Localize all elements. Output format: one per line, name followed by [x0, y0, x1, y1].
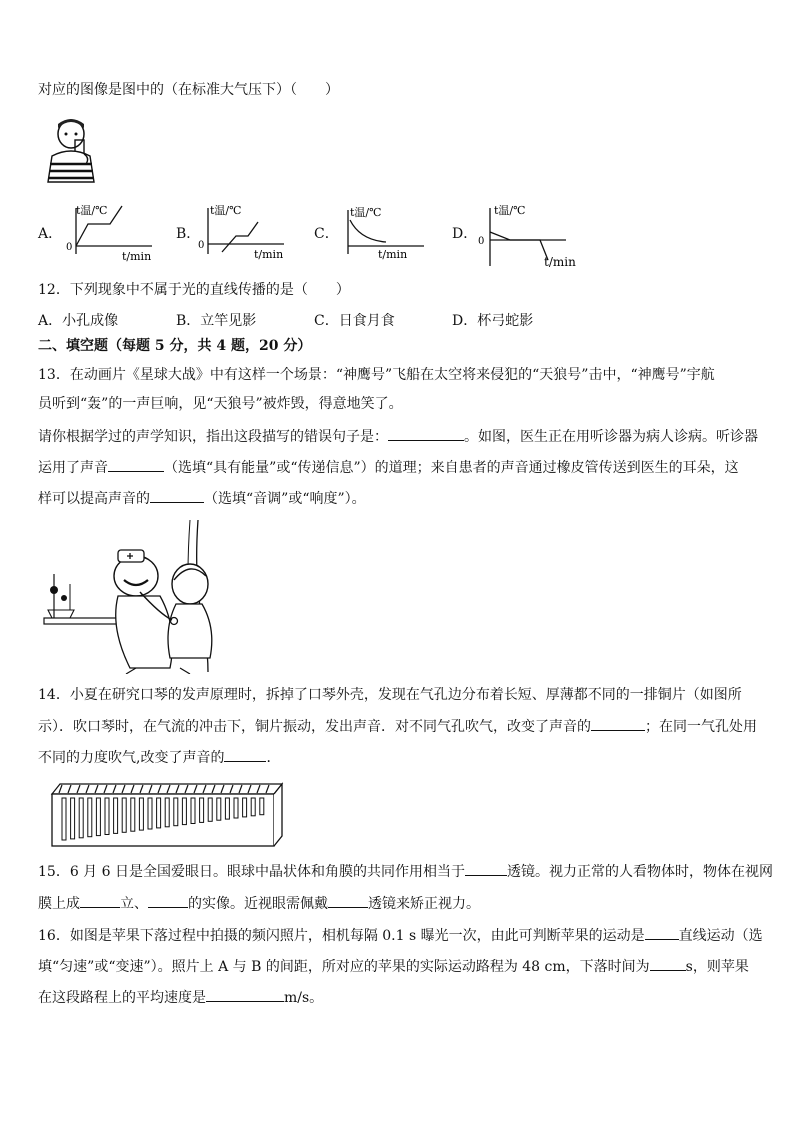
reed-slot: [225, 798, 229, 819]
reed-slot: [251, 798, 255, 816]
reed-slot: [208, 798, 212, 821]
q15-blank-size[interactable]: [148, 893, 188, 908]
q13-line5: 样可以提高声音的 （选填“音调”或“响度”）。: [38, 488, 366, 509]
q16-line3: 在这段路程上的平均速度是 m/s。: [38, 987, 323, 1008]
q12-stem: 12．下列现象中不属于光的直线传播的是（ ）: [38, 282, 350, 298]
reed-slot: [191, 798, 195, 824]
q15-blank-upright[interactable]: [80, 893, 120, 908]
q13-line3: 请你根据学过的声学知识，指出这段描写的错误句子是： 。如图，医生正在用听诊器为病人诊病。听诊器: [38, 426, 758, 447]
reed-slot: [165, 798, 169, 827]
reed-slot: [131, 798, 135, 831]
reed-slot: [148, 798, 152, 829]
q15-line2: 膜上成 立、 的实像。近视眼需佩戴 透镜来矫正视力。: [38, 893, 480, 914]
reed-slot: [79, 798, 83, 838]
reed-slot: [260, 798, 264, 815]
q13-line1: 13．在动画片《星球大战》中有这样一个场景：“神鹰号”飞船在太空将来侵犯的“天狼号”击中，“神鹰号”宇航: [38, 367, 715, 383]
q16-line1: 16．如图是苹果下落过程中拍摄的频闪照片，相机每隔 0.1 s 曝光一次，由此可判断苹果的运动是 直线运动（选: [38, 925, 763, 946]
q13-blank-energy-or-info[interactable]: [108, 457, 164, 472]
q14-line1: 14．小夏在研究口琴的发声原理时，拆掉了口琴外壳，发现在气孔边分布着长短、厚薄都不同的一排铜片（如图所: [38, 687, 742, 703]
reed-slot: [139, 798, 143, 830]
q11-option-c-letter[interactable]: C．: [314, 226, 339, 242]
reed-slot: [62, 798, 66, 840]
reed-slot: [157, 798, 161, 828]
q11-option-c-graph: [336, 200, 432, 264]
q12-option-a[interactable]: A．小孔成像: [38, 313, 119, 329]
q11-option-b-letter[interactable]: B．: [176, 226, 201, 242]
q12-option-d[interactable]: D．杯弓蛇影: [452, 313, 534, 329]
q16-blank-average-speed[interactable]: [206, 987, 284, 1002]
q11-option-b-graph: [198, 200, 294, 264]
q13-line4: 运用了声音 （选填“具有能量”或“传递信息”）的道理；来自患者的声音通过橡皮管传送到医生的耳朵，这: [38, 457, 739, 478]
q14-line3: 不同的力度吹气,改变了声音的 ．: [38, 747, 280, 768]
svg-text:t温/℃: t温/℃: [76, 204, 108, 217]
section-title: 二、填空题（每题 5 分，共 4 题，20 分）: [38, 338, 312, 354]
q15-blank-lens-type[interactable]: [465, 861, 507, 876]
svg-text:0: 0: [478, 236, 485, 247]
q15-line1: 15．6 月 6 日是全国爱眼日。眼球中晶状体和角膜的共同作用相当于 透镜。视力正常的人看物体时，物体在视网: [38, 861, 773, 882]
svg-text:t/min: t/min: [378, 248, 408, 261]
reed-slot: [243, 798, 247, 817]
q13-blank-error-sentence[interactable]: [388, 426, 464, 441]
svg-text:t/min: t/min: [254, 248, 284, 261]
doctor-stethoscope-illustration: [40, 518, 240, 674]
q11-stem-tail: 对应的图像是图中的（在标准大气压下）（ ）: [38, 82, 339, 98]
q11-option-a-letter[interactable]: A．: [38, 226, 63, 242]
q14-blank-pitch[interactable]: [591, 716, 645, 731]
reed-slot: [122, 798, 126, 832]
reed-slot: [217, 798, 221, 820]
svg-text:0: 0: [66, 242, 73, 253]
svg-text:t温/℃: t温/℃: [494, 204, 526, 217]
svg-text:t温/℃: t温/℃: [210, 204, 242, 217]
q14-blank-loudness[interactable]: [224, 747, 266, 762]
q11-option-d-graph: [476, 200, 586, 270]
reed-slot: [234, 798, 238, 818]
q16-blank-motion-type[interactable]: [645, 925, 679, 940]
reed-slot: [71, 798, 75, 839]
svg-text:t/min: t/min: [122, 250, 152, 263]
reed-slot: [114, 798, 118, 833]
reed-slot: [96, 798, 100, 836]
harmonica-reed-plate-illustration: [50, 782, 290, 848]
reed-slot: [200, 798, 204, 822]
q16-blank-time[interactable]: [650, 956, 686, 971]
reed-slot: [105, 798, 109, 835]
reed-slot: [88, 798, 92, 837]
q13-blank-pitch-or-loudness[interactable]: [150, 488, 204, 503]
q11-option-d-letter[interactable]: D．: [452, 226, 478, 242]
boy-drinking-illustration: [42, 116, 100, 184]
q11-option-a-graph: [64, 200, 160, 264]
q14-line2: 示）．吹口琴时，在气流的冲击下，铜片振动，发出声音．对不同气孔吹气，改变了声音的 ；在同一气孔处用: [38, 716, 757, 737]
reed-slot: [174, 798, 178, 826]
q16-line2: 填“匀速”或“变速”）。照片上 A 与 B 的间距，所对应的苹果的实际运动路程为 48 cm，下落时间为 s，则苹果: [38, 956, 749, 977]
q15-blank-correct-lens[interactable]: [328, 893, 368, 908]
reed-slot: [182, 798, 186, 825]
svg-text:0: 0: [198, 240, 205, 251]
q13-line2: 员听到“轰”的一声巨响，见“天狼号”被炸毁，得意地笑了。: [38, 396, 403, 412]
svg-text:t温/℃: t温/℃: [350, 206, 382, 219]
q12-option-c[interactable]: C．日食月食: [314, 313, 395, 329]
q12-option-b[interactable]: B．立竿见影: [176, 313, 257, 329]
svg-text:t/min: t/min: [544, 255, 576, 269]
